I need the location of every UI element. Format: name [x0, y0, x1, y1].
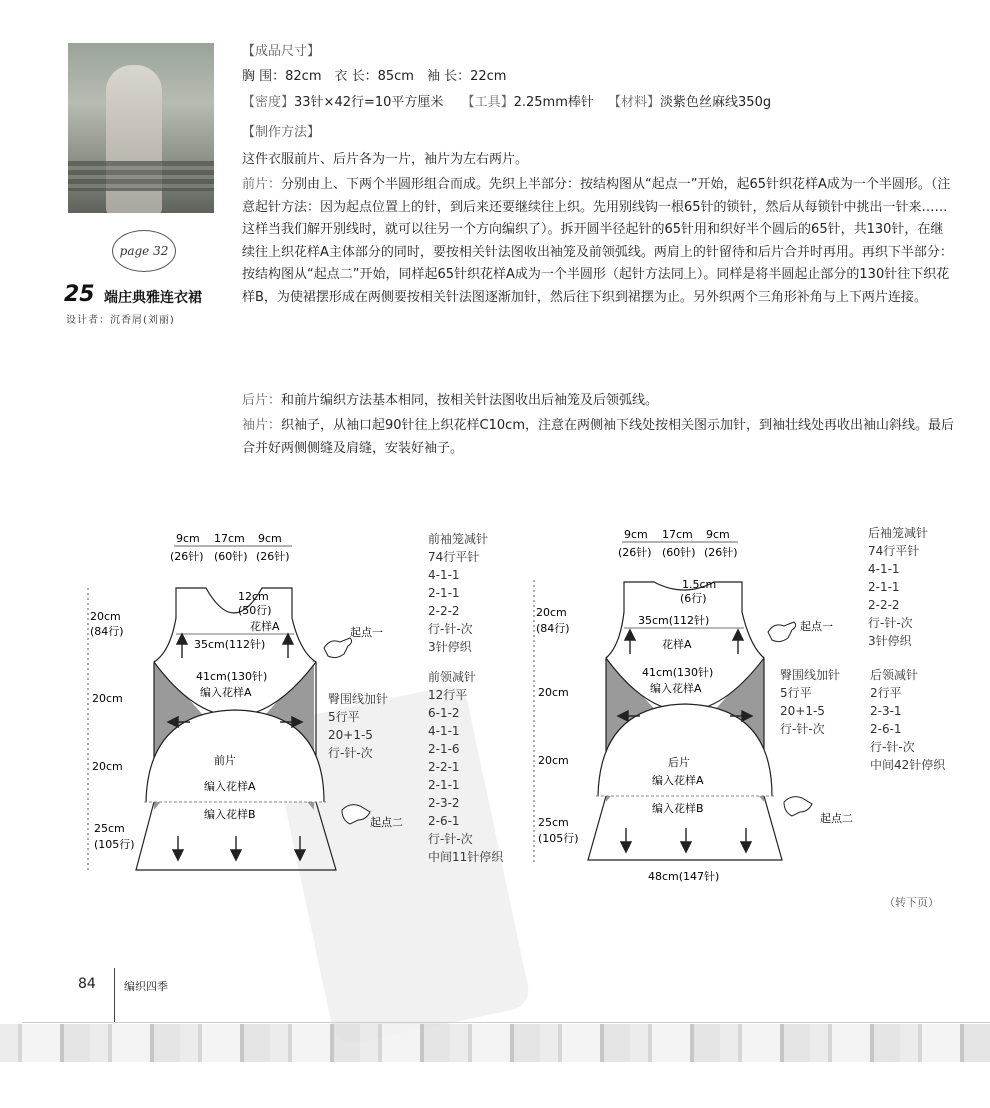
gauge-tools-material	[242, 92, 771, 113]
front-start-2-hand	[342, 805, 370, 824]
front-hip-line-2: 20+1-5	[328, 728, 373, 742]
front-neck-line-2: 6-1-2	[428, 706, 460, 720]
front-neck-line-5: 2-2-1	[428, 760, 460, 774]
back-neck-line-4: 行-针-次	[870, 740, 915, 754]
back-armhole-line-4: 2-2-2	[868, 598, 900, 612]
front-width-41: 41cm(130针)	[196, 670, 268, 683]
front-neck-line-9: 行-针-次	[428, 832, 473, 846]
back-top-st-2: (60针)	[662, 546, 696, 559]
back-start-2-hand	[784, 797, 812, 816]
page-badge: page 32	[112, 230, 176, 272]
footer-divider	[114, 968, 115, 1022]
back-armhole-notes	[868, 524, 928, 650]
front-text: 分别由上、下两个半圆形组合而成。先织上半部分：按结构图从“起点一”开始，起65针织花样A成为一个半圆形。（注意起针方法：因为起点位置上的针，到后来还要继续往上织。先用别线钩一根65针的锁针，然后从每锁针中挑出一针来……这样当我们解开别线时，就可以往另一个方向编织了）。拆开圆半径起针的65针用和织好半个圆后的65针，共130针，在继续往上织花样A主体部分的同时，要按相关针法图收出袖笼及前领弧线。两肩上的针留待和后片合并时再用。再织下半部分：按结构图从“起点二”开始，同样起65针织花样A成为一个半圆形（起针方法同上）。同样是将半圆起止部分的130针往下织花样B，为使裙摆形成在两侧要按相关针法图逐渐加针，然后往下织到裙摆为止。另外织两个三角形补角与上下两片连接。	[242, 177, 953, 305]
front-dim-2-cm: 20cm	[92, 692, 123, 705]
back-dim-1-rows: (84行)	[536, 622, 570, 635]
back-label: 后片：	[242, 393, 282, 408]
back-armhole-line-3: 2-1-1	[868, 580, 900, 594]
front-top-width-3: 9cm	[258, 532, 282, 545]
back-armhole-line-6: 3针停织	[868, 634, 912, 648]
front-neck-line-7: 2-3-2	[428, 796, 460, 810]
size-heading: 【成品尺寸】	[242, 44, 321, 59]
size-line: 胸 围：82cm 衣 长：85cm 袖 长：22cm	[242, 69, 507, 84]
continued-note: （转下页）	[884, 896, 939, 909]
sleeve-text: 织袖子，从袖口起90针往上织花样C10cm，注意在两侧袖下线处按相关图示加针，到袖壮线处再收出袖山斜线。最后合并好两侧侧缝及肩缝，安装好袖子。	[242, 418, 954, 456]
front-dim-1-rows: (84行)	[90, 625, 124, 638]
front-neck-title: 前领减针	[428, 670, 477, 684]
front-armhole-line-4: 2-2-2	[428, 604, 460, 618]
front-neck-notes	[428, 668, 503, 866]
front-top-st-3: (26针)	[256, 550, 290, 563]
back-knit-a-2: 编入花样A	[652, 774, 704, 787]
front-neck-line-3: 4-1-1	[428, 724, 460, 738]
back-neck-line-2: 2-3-1	[870, 704, 902, 718]
back-hip-line-1: 5行平	[780, 686, 812, 700]
back-start-1: 起点一	[800, 620, 833, 633]
front-knit-a-2: 编入花样A	[204, 780, 256, 793]
back-neck-depth: 1.5cm	[682, 578, 717, 591]
designer-credit: 设计者：沉香屑(刘丽)	[66, 315, 175, 326]
footer-rule	[22, 1022, 990, 1023]
front-start-1: 起点一	[350, 626, 383, 639]
back-hip-title: 臀围线加针	[780, 668, 841, 682]
bench	[68, 161, 214, 191]
front-width-35: 35cm(112针)	[194, 638, 266, 651]
material-value: 淡紫色丝麻线350g	[660, 95, 772, 110]
method-heading: 【制作方法】	[242, 125, 321, 140]
back-hip-line-2: 20+1-5	[780, 704, 825, 718]
front-neck-depth: 12cm	[238, 590, 269, 603]
front-neck-line-8: 2-6-1	[428, 814, 460, 828]
front-hip-title: 臀围线加针	[328, 692, 389, 706]
front-armhole-title: 前袖笼减针	[428, 532, 489, 546]
front-start-1-hand	[324, 638, 352, 658]
back-neck-notes	[870, 666, 945, 774]
front-armhole-line-5: 行-针-次	[428, 622, 473, 636]
front-dim-3-cm: 20cm	[92, 760, 123, 773]
front-label: 前片：	[242, 177, 282, 192]
back-armhole-line-1: 74行平针	[868, 544, 920, 558]
back-paragraph	[242, 390, 954, 411]
back-text: 和前片编织方法基本相同，按相关针法图收出后袖笼及后领弧线。	[281, 393, 659, 408]
front-neck-line-6: 2-1-1	[428, 778, 460, 792]
back-width-35: 35cm(112针)	[638, 614, 710, 627]
back-pattern-a-top: 花样A	[662, 638, 692, 651]
gauge-label: 【密度】	[242, 95, 295, 110]
front-paragraph	[242, 174, 954, 309]
back-neck-title: 后领减针	[870, 668, 919, 682]
back-dim-2-cm: 20cm	[538, 686, 569, 699]
back-piece-name: 后片	[668, 756, 690, 769]
back-start-1-hand	[768, 622, 796, 642]
front-dim-1-cm: 20cm	[90, 610, 121, 623]
back-hip-line-3: 行-针-次	[780, 722, 825, 736]
front-armhole-line-6: 3针停织	[428, 640, 472, 654]
front-dim-4-rows: (105行)	[94, 838, 135, 851]
front-top-width-1: 9cm	[176, 532, 200, 545]
sleeve-paragraph	[242, 415, 954, 460]
model-photo	[68, 43, 214, 213]
back-start-2: 起点二	[820, 812, 853, 825]
front-dim-4-cm: 25cm	[94, 822, 125, 835]
magazine-name: 编织四季	[124, 980, 168, 993]
back-dim-3-cm: 20cm	[538, 754, 569, 767]
scan-edge-strip	[0, 1024, 990, 1062]
back-bottom-width: 48cm(147针)	[648, 870, 720, 883]
sleeve-label: 袖片：	[242, 418, 282, 433]
front-armhole-line-3: 2-1-1	[428, 586, 460, 600]
front-neck-line-1: 12行平	[428, 688, 468, 702]
pattern-title: 端庄典雅连衣裙	[104, 290, 202, 306]
front-knit-a-1: 编入花样A	[200, 686, 252, 699]
back-armhole-line-2: 4-1-1	[868, 562, 900, 576]
back-dim-1-cm: 20cm	[536, 606, 567, 619]
front-hip-notes	[328, 690, 388, 762]
front-top-width-2: 17cm	[214, 532, 245, 545]
back-armhole-line-5: 行-针-次	[868, 616, 913, 630]
back-knit-a-1: 编入花样A	[650, 682, 702, 695]
pattern-number: 25	[64, 282, 95, 307]
front-top-st-1: (26针)	[170, 550, 204, 563]
back-top-width-3: 9cm	[706, 528, 730, 541]
front-neck-line-4: 2-1-6	[428, 742, 460, 756]
back-top-width-1: 9cm	[624, 528, 648, 541]
front-armhole-line-2: 4-1-1	[428, 568, 460, 582]
intro-paragraph: 这件衣服前片、后片各为一片，袖片为左右两片。	[242, 152, 529, 167]
tools-label: 【工具】	[461, 95, 514, 110]
front-knit-b: 编入花样B	[204, 808, 256, 821]
back-hip-notes	[780, 666, 840, 738]
back-dim-4-cm: 25cm	[538, 816, 569, 829]
back-armhole-title: 后袖笼减针	[868, 526, 929, 540]
tools-value: 2.25mm棒针	[513, 95, 594, 110]
back-neck-line-5: 中间42针停织	[870, 758, 946, 772]
back-top-st-3: (26针)	[704, 546, 738, 559]
back-dim-4-rows: (105行)	[538, 832, 579, 845]
front-top-st-2: (60针)	[214, 550, 248, 563]
back-neck-line-3: 2-6-1	[870, 722, 902, 736]
front-neck-rows: (50行)	[238, 604, 272, 617]
back-knit-b: 编入花样B	[652, 802, 704, 815]
back-neck-rows: (6行)	[680, 592, 707, 605]
page-number: 84	[78, 976, 96, 992]
front-pattern-a-top: 花样A	[250, 620, 280, 633]
front-armhole-line-1: 74行平针	[428, 550, 480, 564]
back-neck-line-1: 2行平	[870, 686, 902, 700]
front-armhole-notes	[428, 530, 488, 656]
front-neck-line-10: 中间11针停织	[428, 850, 504, 864]
back-top-width-2: 17cm	[662, 528, 693, 541]
front-start-2: 起点二	[370, 816, 403, 829]
material-label: 【材料】	[608, 95, 661, 110]
back-top-st-1: (26针)	[618, 546, 652, 559]
back-width-41: 41cm(130针)	[642, 666, 714, 679]
front-piece-name: 前片	[214, 754, 236, 767]
gauge-value: 33针×42行=10平方厘米	[294, 95, 444, 110]
front-hip-line-1: 5行平	[328, 710, 360, 724]
front-hip-line-3: 行-针-次	[328, 746, 373, 760]
